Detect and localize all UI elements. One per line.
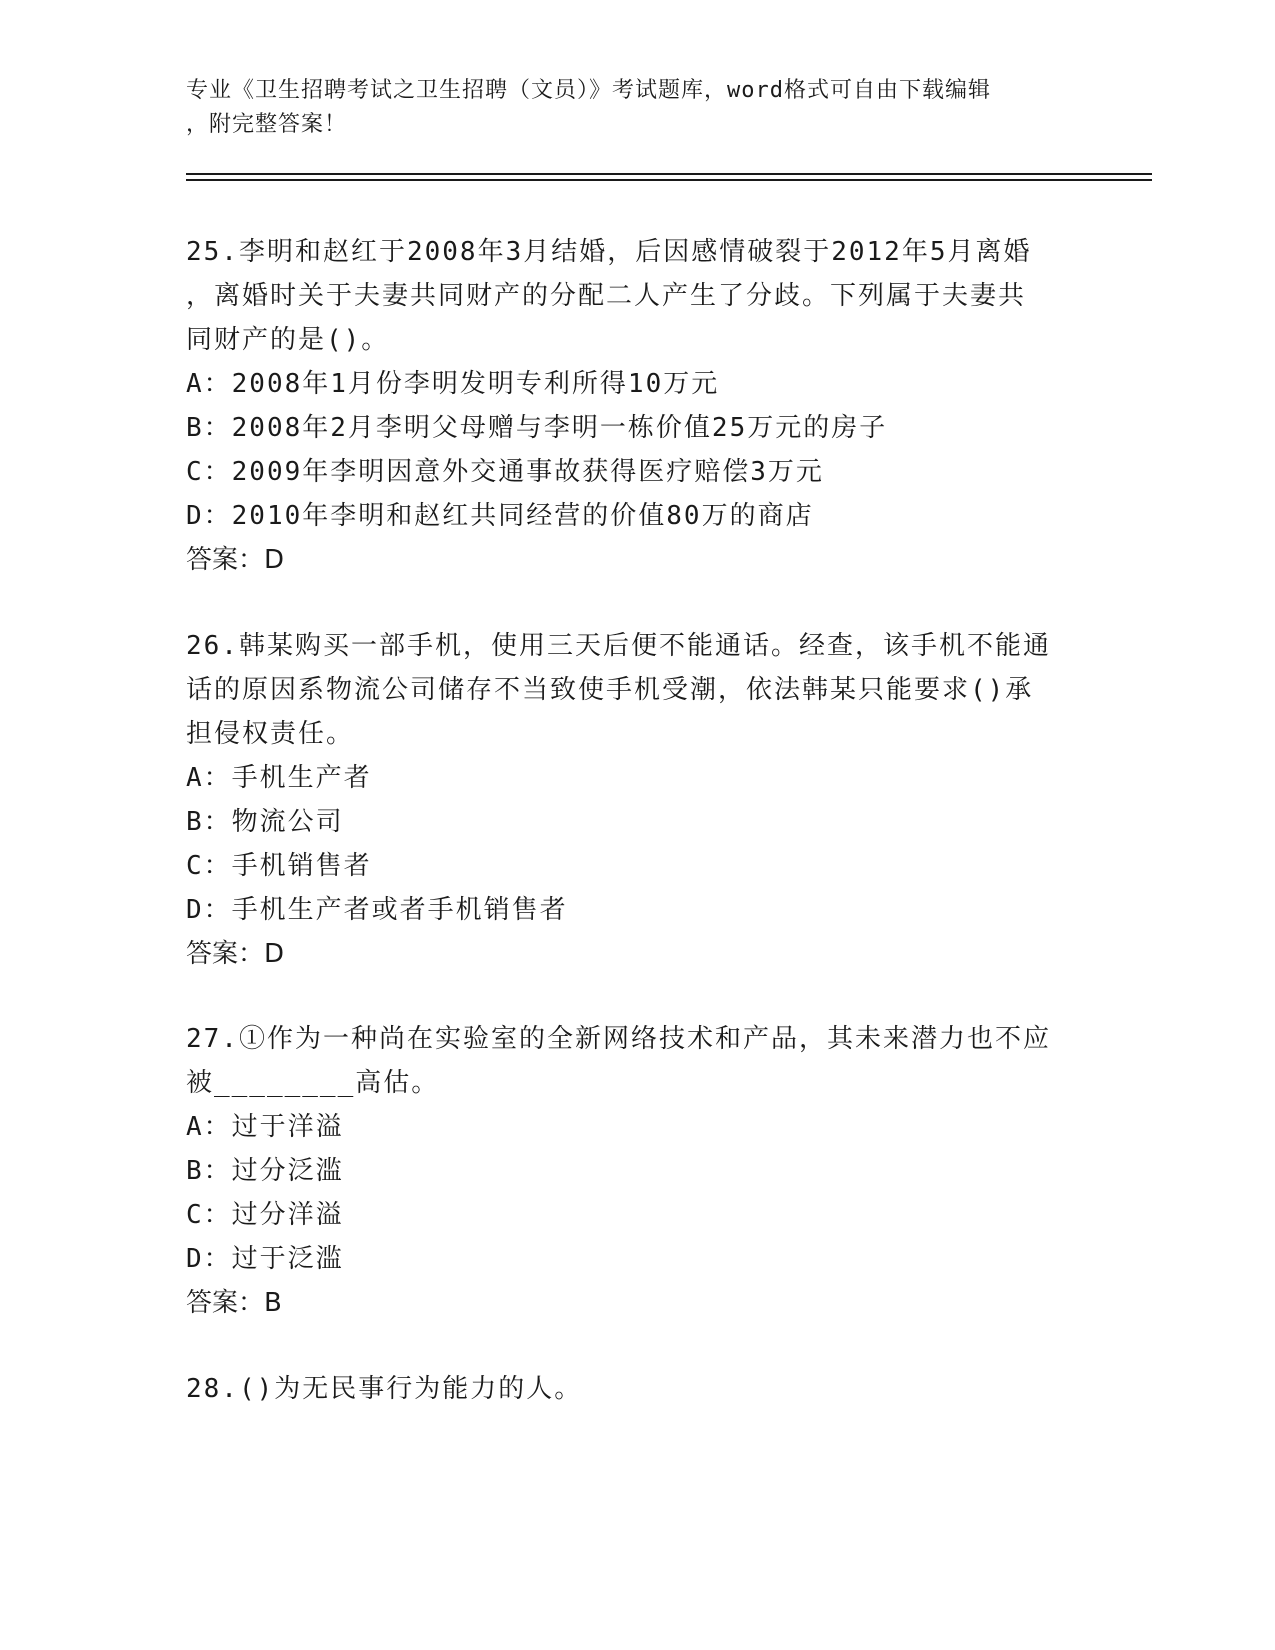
page-header	[186, 74, 1066, 142]
option-d: D：手机生产者或者手机销售者	[186, 895, 568, 925]
answer-line: 答案：D	[186, 939, 285, 969]
option-a: A：过于洋溢	[186, 1112, 344, 1142]
answer-line: 答案：D	[186, 545, 285, 575]
option-c: C：2009年李明因意外交通事故获得医疗赔偿3万元	[186, 457, 824, 487]
question-text-line: 25.李明和赵红于2008年3月结婚，后因感情破裂于2012年5月离婚	[186, 237, 1032, 267]
question-text-line: 担侵权责任。	[186, 719, 355, 749]
option-a: A：2008年1月份李明发明专利所得10万元	[186, 369, 720, 399]
question-text-line: 27.①作为一种尚在实验室的全新网络技术和产品，其未来潜力也不应	[186, 1024, 1051, 1054]
option-d: D：2010年李明和赵红共同经营的价值80万的商店	[186, 501, 814, 531]
option-b: B：物流公司	[186, 807, 344, 837]
header-rule-bottom	[186, 179, 1152, 181]
option-b: B：过分泛滥	[186, 1156, 344, 1186]
answer-line: 答案：B	[186, 1288, 282, 1318]
header-line-1: 专业《卫生招聘考试之卫生招聘（文员）》考试题库，word格式可自由下载编辑	[186, 78, 991, 103]
option-c: C：过分洋溢	[186, 1200, 344, 1230]
question-text-line: 同财产的是()。	[186, 325, 390, 355]
option-a: A：手机生产者	[186, 763, 372, 793]
header-rule-top	[186, 173, 1152, 175]
option-d: D：过于泛滥	[186, 1244, 344, 1274]
question-text-line: 话的原因系物流公司储存不当致使手机受潮，依法韩某只能要求()承	[186, 675, 1034, 705]
option-c: C：手机销售者	[186, 851, 372, 881]
header-line-2: ，附完整答案！	[186, 112, 348, 137]
question-text-line: ，离婚时关于夫妻共同财产的分配二人产生了分歧。下列属于夫妻共	[186, 281, 1027, 311]
question-text-line: 被________高估。	[186, 1068, 440, 1098]
question-text-line: 26.韩某购买一部手机，使用三天后便不能通话。经查，该手机不能通	[186, 631, 1051, 661]
option-b: B：2008年2月李明父母赠与李明一栋价值25万元的房子	[186, 413, 888, 443]
question-text-line: 28.()为无民事行为能力的人。	[186, 1374, 583, 1404]
